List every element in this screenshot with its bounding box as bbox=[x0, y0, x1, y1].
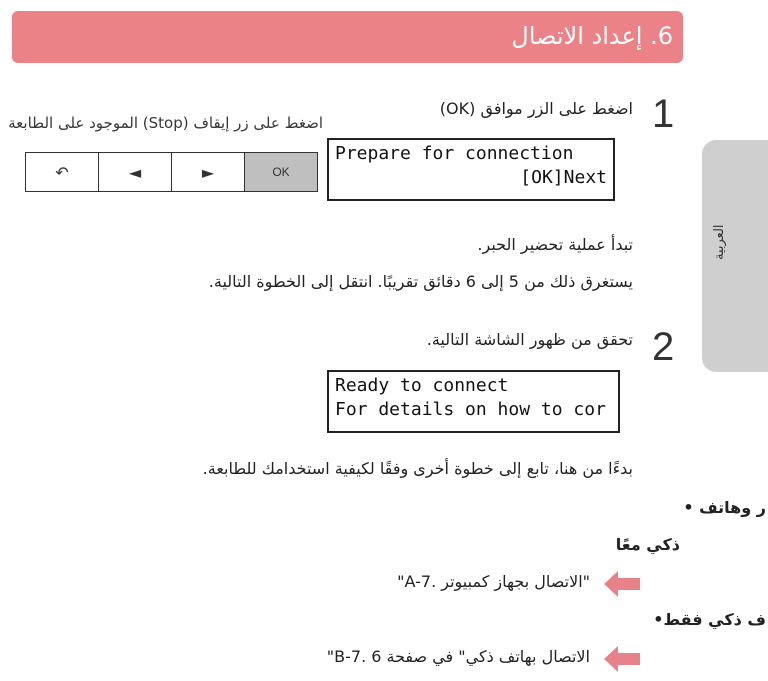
arrow-left-icon bbox=[604, 645, 640, 673]
right-arrow-button-icon: ► bbox=[172, 153, 245, 191]
option-a-bullet: ر وهاتف • bbox=[683, 498, 766, 517]
step1-note-ink-prep: تبدأ عملية تحضير الحبر. bbox=[477, 235, 633, 254]
back-button-icon: ↶ bbox=[26, 153, 99, 191]
option-a-link[interactable]: "A-7. الاتصال بجهاز كمبيوتر" bbox=[397, 572, 590, 591]
section-title: 6. إعداد الاتصال bbox=[511, 22, 673, 50]
step1-instruction-ok: اضغط على الزر موافق (OK) bbox=[439, 99, 633, 118]
step2-instruction: تحقق من ظهور الشاشة التالية. bbox=[426, 330, 633, 349]
option-b-link[interactable]: "B-7. الاتصال بهاتف ذكي" في صفحة 6 bbox=[326, 647, 590, 666]
lcd1-line1: Prepare for connection bbox=[335, 143, 574, 164]
lcd-screen-ready bbox=[327, 370, 620, 433]
arrow-left-icon bbox=[604, 570, 640, 598]
follow-instructions-text: بدءًا من هنا، تابع إلى خطوة أخرى وفقًا لكيفية استخدامك للطابعة. bbox=[202, 459, 633, 478]
step1-note-duration: يستغرق ذلك من 5 إلى 6 دقائق تقريبًا. انتقل إلى الخطوة التالية. bbox=[208, 272, 633, 291]
option-b-bullet: ف ذكي فقط• bbox=[653, 610, 766, 629]
step-number-1: 1 bbox=[652, 92, 675, 136]
lcd2-line1: Ready to connect bbox=[335, 375, 509, 396]
lcd1-line2: [OK]Next bbox=[520, 167, 607, 188]
lcd-screen-prepare bbox=[327, 138, 615, 201]
option-a-bullet-cont: ذكي معًا bbox=[615, 535, 680, 554]
step-number-2: 2 bbox=[652, 325, 675, 369]
left-arrow-button-icon: ◄ bbox=[99, 153, 172, 191]
printer-button-panel bbox=[25, 152, 318, 192]
language-tab-label: العربية bbox=[712, 224, 727, 260]
step1-instruction-stop: اضغط على زر إيقاف (Stop) الموجود على الطابعة bbox=[8, 114, 323, 132]
ok-button: OK bbox=[245, 153, 317, 191]
lcd2-line2: For details on how to cor bbox=[335, 399, 606, 420]
